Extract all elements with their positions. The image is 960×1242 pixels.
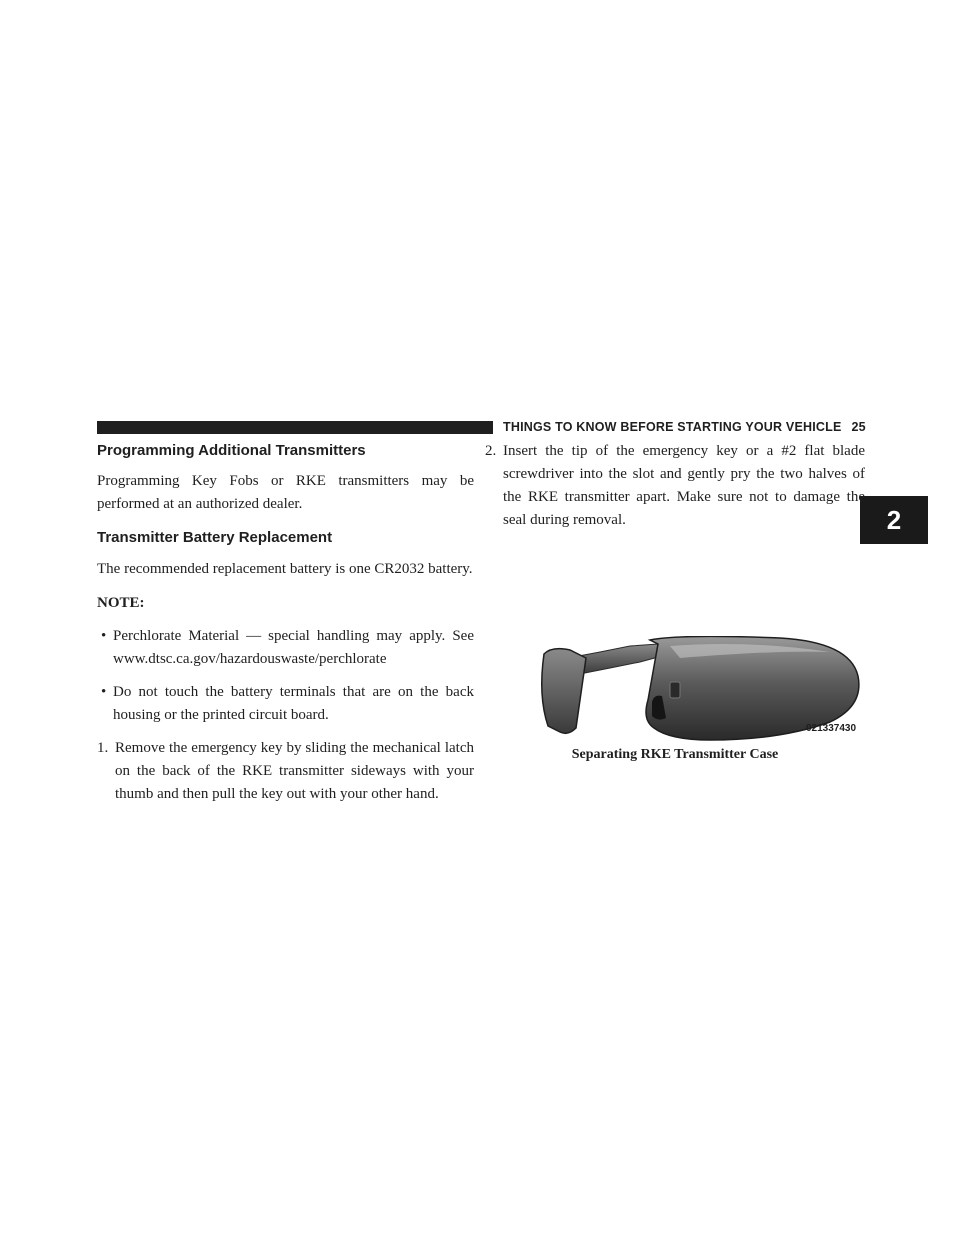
bullet-dot: • [101,628,107,644]
figure-code: 021337430 [806,723,857,734]
step-1-number: 1. [97,740,109,756]
step-1-text: Remove the emergency key by sliding the mechanical latch on the back of the RKE transmitter sideways with your thumb and then pull the key out with your other hand. [115,740,474,802]
page-number: 25 [851,420,866,434]
heading-programming-transmitters: Programming Additional Transmitters [97,442,366,459]
right-column [485,440,865,532]
figure-caption: Separating RKE Transmitter Case [571,747,779,762]
paragraph-programming: Programming Key Fobs or RKE transmitters may be performed at an authorized dealer. [97,473,474,512]
heading-battery-replacement: Transmitter Battery Replacement [97,529,333,546]
left-column [97,440,474,806]
paragraph-battery: The recommended replacement battery is one CR2032 battery. [97,561,473,577]
running-header [503,418,866,436]
bullet-item [97,681,474,727]
bullet-text: Do not touch the battery terminals that are on the back housing or the printed circuit board. [113,684,474,723]
header-rule-bar [97,421,493,434]
key-grip-shape [542,649,586,734]
bullet-dot: • [101,684,107,700]
running-header-title: THINGS TO KNOW BEFORE STARTING YOUR VEHICLE [503,420,842,434]
step-2-number: 2. [485,443,497,459]
bullet-item [97,625,474,671]
chapter-tab: 2 [860,496,928,544]
note-label: NOTE: [97,595,145,611]
bullet-text: Perchlorate Material — special handling may apply. See www.dtsc.ca.gov/hazardouswaste/perchlorate [113,628,474,667]
step-2-text: Insert the tip of the emergency key or a #2 flat blade screwdriver into the slot and gently pry the two halves of the RKE transmitter apart. Make sure not to damage the seal during removal. [503,443,865,528]
latch-button [670,682,680,698]
step-2 [485,440,865,532]
step-1 [97,737,474,806]
